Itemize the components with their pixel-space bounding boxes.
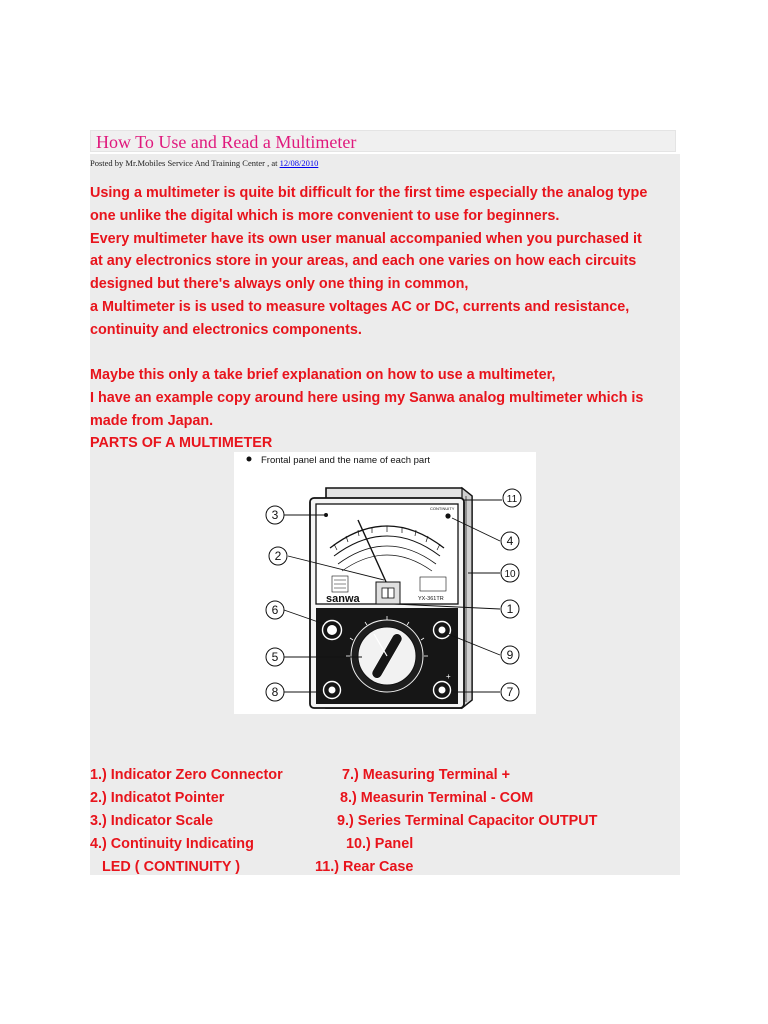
part-label: 2.) Indicatot Pointer	[90, 790, 225, 806]
part-label: 3.) Indicator Scale	[90, 813, 214, 829]
body-line: designed but there's always only one thing in common,	[90, 276, 469, 292]
post-content	[90, 154, 680, 875]
parts-list	[90, 764, 680, 879]
continuity-led	[445, 513, 450, 518]
post-title: How To Use and Read a Multimeter	[96, 132, 357, 152]
parts-row	[90, 764, 680, 787]
paragraph-gap	[90, 341, 680, 364]
body-line: continuity and electronics components.	[90, 321, 362, 338]
body-line: Using a multimeter is quite bit difficult for the first time especially the analog type	[90, 185, 648, 201]
body-line: Every multimeter have its own user manual accompanied when you purchased it	[90, 230, 642, 247]
callout-5-label: 5	[271, 650, 279, 664]
callout-3-label: 3	[271, 508, 279, 522]
figure-caption: Frontal panel and the name of each part	[261, 455, 431, 466]
callout-7-label: 7	[506, 685, 514, 699]
parts-row	[90, 787, 680, 810]
body-line: one unlike the digital which is more convenient to use for beginners.	[90, 207, 560, 224]
callout-2-label: 2	[274, 549, 282, 563]
callout-1-label: 1	[506, 602, 514, 616]
post-body	[90, 182, 680, 455]
part-label: 11.) Rear Case	[315, 859, 414, 875]
callout-11-label: 11	[506, 494, 518, 505]
title-bar	[90, 130, 676, 152]
brand-label: sanwa	[326, 593, 360, 605]
body-line: a Multimeter is is used to measure voltages AC or DC, currents and resistance,	[90, 298, 630, 315]
parts-row	[90, 810, 680, 833]
bullet-icon	[247, 457, 252, 462]
parts-row	[90, 833, 680, 856]
callout-4-label: 4	[506, 534, 514, 548]
body-line: at any electronics store in your areas, and each one varies on how each circuits	[90, 253, 637, 270]
part-label: 10.) Panel	[346, 836, 414, 852]
part-label: 4.) Continuity Indicating	[90, 836, 254, 852]
callout-8-label: 8	[271, 685, 279, 699]
callout-10-label: 10	[504, 569, 516, 580]
post-meta-prefix: Posted by Mr.Mobiles Service And Training Center , at	[90, 158, 280, 168]
post-meta	[90, 158, 318, 168]
body-line: I have an example copy around here using my Sanwa analog multimeter which is	[90, 389, 644, 406]
parts-heading: PARTS OF A MULTIMETER	[90, 435, 273, 452]
part-label: LED ( CONTINUITY )	[90, 859, 241, 875]
callout-9-label: 9	[506, 648, 514, 662]
continuity-label: CONTINUITY	[430, 506, 455, 511]
part-label: 9.) Series Terminal Capacitor OUTPUT	[337, 813, 598, 829]
callout-6-label: 6	[271, 603, 279, 617]
part-label: 8.) Measurin Terminal - COM	[340, 790, 534, 806]
model-label: YX-361TR	[418, 596, 444, 602]
multimeter-diagram	[234, 452, 536, 714]
body-line: made from Japan.	[90, 412, 214, 429]
post-date-link[interactable]: 12/08/2010	[279, 158, 319, 168]
part-label: 7.) Measuring Terminal +	[342, 767, 511, 783]
svg-text:+: +	[446, 672, 451, 681]
multimeter-figure	[234, 452, 536, 714]
body-line: Maybe this only a take brief explanation on how to use a multimeter,	[90, 367, 556, 383]
parts-row	[90, 856, 680, 879]
part-label: 1.) Indicator Zero Connector	[90, 767, 283, 783]
